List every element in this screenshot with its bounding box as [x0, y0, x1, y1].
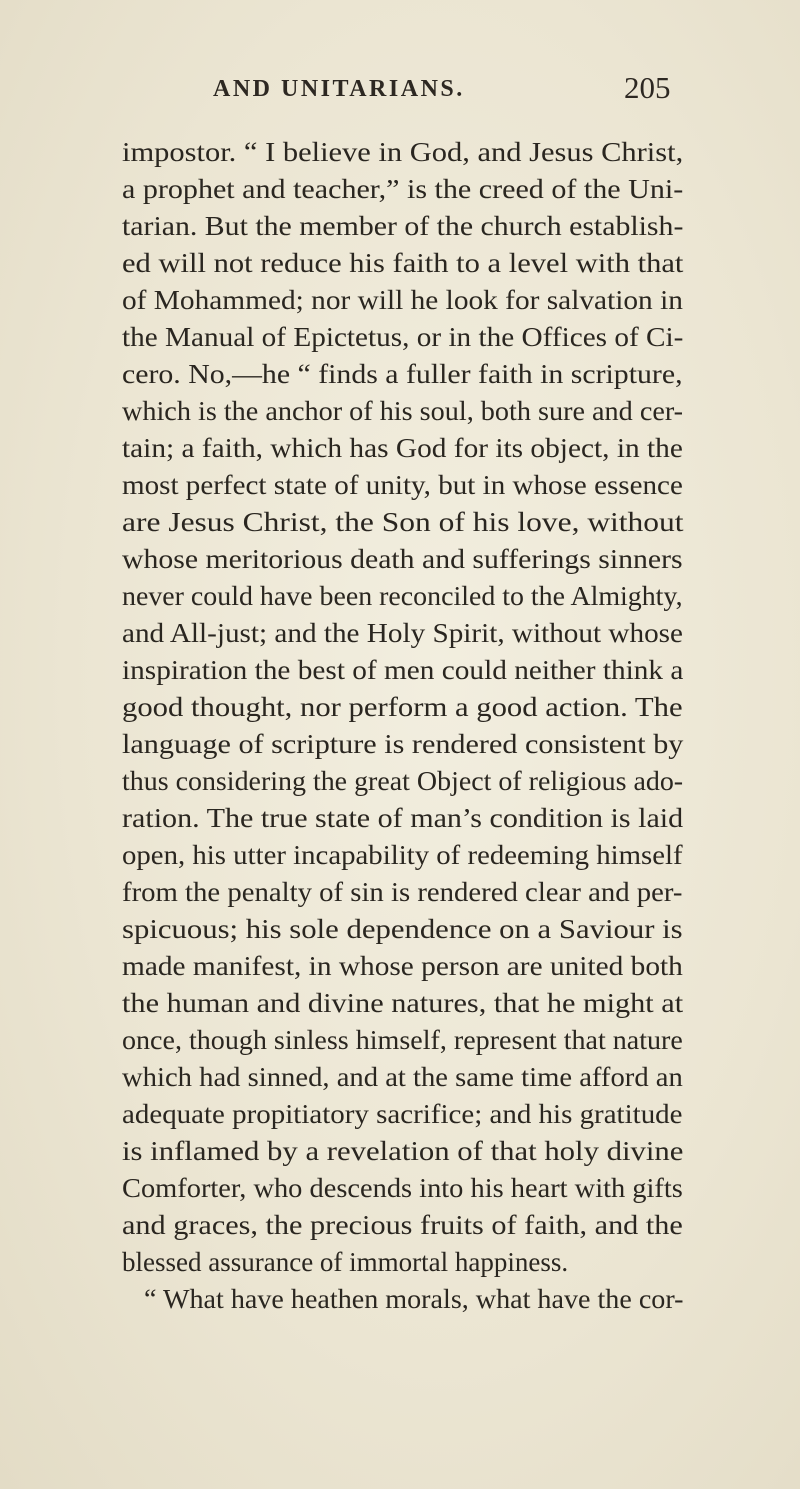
text-line: ration. The true state of man’s condition is laid	[122, 803, 684, 833]
text-line: of Mohammed; nor will he look for salvation in	[122, 285, 683, 315]
text-line: which had sinned, and at the same time afford an	[122, 1062, 683, 1092]
text-line: once, though sinless himself, represent that nature	[122, 1025, 683, 1055]
text-line: are Jesus Christ, the Son of his love, without	[122, 507, 684, 537]
text-line: a prophet and teacher,” is the creed of the Uni-	[122, 174, 684, 204]
text-line: tain; a faith, which has God for its object, in the	[122, 433, 683, 463]
text-line: thus considering the great Object of religious ado-	[122, 766, 684, 796]
text-line: spicuous; his sole dependence on a Saviour is	[122, 914, 683, 944]
running-head: AND UNITARIANS.	[213, 76, 465, 102]
text-line: the Manual of Epictetus, or in the Offices of Ci-	[122, 322, 684, 352]
text-line: the human and divine natures, that he might at	[122, 988, 684, 1018]
text-line: Comforter, who descends into his heart with gifts	[122, 1173, 683, 1203]
text-line: is inflamed by a revelation of that holy divine	[122, 1136, 684, 1166]
text-line: made manifest, in whose person are united both	[122, 951, 683, 981]
text-line: most perfect state of unity, but in whose essence	[122, 470, 683, 500]
page-number: 205	[624, 70, 671, 105]
text-line: inspiration the best of men could neither think a	[122, 655, 684, 685]
text-line: good thought, nor perform a good action. The	[122, 692, 683, 722]
text-line: “ What have heathen morals, what have the cor-	[144, 1284, 684, 1314]
text-line: and All-just; and the Holy Spirit, without whose	[122, 618, 683, 648]
text-line: blessed assurance of immortal happiness.	[122, 1247, 569, 1277]
page-header	[0, 64, 800, 104]
text-line: from the penalty of sin is rendered clear and per-	[122, 877, 683, 907]
text-line: which is the anchor of his soul, both sure and cer-	[122, 396, 684, 426]
text-line: impostor. “ I believe in God, and Jesus Christ,	[122, 137, 684, 167]
text-line: cero. No,—he “ finds a fuller faith in scripture,	[122, 359, 683, 389]
text-line: language of scripture is rendered consistent by	[122, 729, 684, 759]
text-line: whose meritorious death and sufferings sinners	[122, 544, 683, 574]
text-line: adequate propitiatory sacrifice; and his gratitude	[122, 1099, 683, 1129]
text-line: tarian. But the member of the church establish-	[122, 211, 684, 241]
text-line: ed will not reduce his faith to a level with that	[122, 248, 684, 278]
text-line: and graces, the precious fruits of faith, and the	[122, 1210, 683, 1240]
text-line: open, his utter incapability of redeeming himself	[122, 840, 683, 870]
text-line: never could have been reconciled to the Almighty,	[122, 581, 683, 611]
